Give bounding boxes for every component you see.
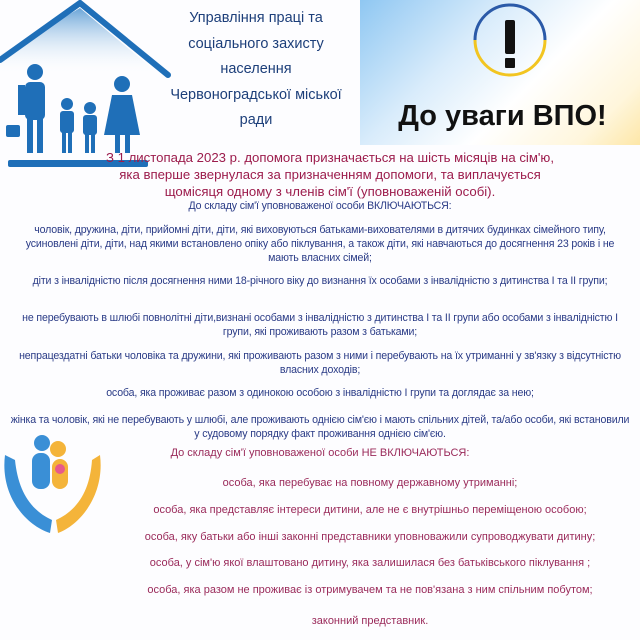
hands-family-icon	[0, 425, 110, 545]
page-title: До уваги ВПО!	[398, 100, 607, 132]
excluded-item: особа, яка перебуває на повному державному утриманні;	[222, 477, 518, 489]
alert-icon	[472, 0, 548, 82]
included-item: непрацездатні батьки чоловіка та дружини, які проживають разом з ними і перебувають на їх утриманні у зв'язку з відсутністю власних доходів;	[19, 350, 621, 376]
included-item: особа, яка проживає разом з одинокою особою з інвалідністю I групи та доглядає за нею;	[106, 387, 534, 399]
excluded-heading: До складу сім'ї уповноваженої особи НЕ ВКЛЮЧАЮТЬСЯ:	[170, 447, 470, 459]
included-item: чоловік, дружина, діти, прийомні діти, діти, які виховуються батьками-вихователями в дитячих будинках сімейного типу, усиновлені діти, діти, над якими встановлено опіку або піклування, а також діти, які навчаються до досягнення 23 років і не мають власних сімей;	[25, 224, 615, 264]
included-item: жінка та чоловік, які не перебувають у шлюбі, але проживають однією сім'єю і мають спільних дітей, та/або особи, які встановили у судовому порядку факт проживання однією сім'єю.	[10, 414, 630, 440]
excluded-item: законний представник.	[311, 615, 429, 627]
organization-name	[170, 6, 342, 134]
org-line: Червоноградської міської	[170, 86, 342, 103]
headline: З 1 листопада 2023 р. допомога призначається на шість місяців на сім'ю, яка вперше звернулася за призначенням допомоги, та виплачується щомісяця одному з членів сім'ї (уповноваженій особі).	[105, 150, 554, 199]
included-heading: До складу сім'ї уповноваженої особи ВКЛЮЧАЮТЬСЯ:	[188, 200, 452, 212]
excluded-item: особа, яку батьки або інші законні представники уповноважили супроводжувати дитину;	[144, 531, 596, 543]
included-item: діти з інвалідністю після досягнення ними 18-річного віку до визнання їх особами з інвалідністю з дитинства I та II групи;	[32, 275, 608, 287]
included-item: не перебувають в шлюбі повнолітні діти,визнані особами з інвалідністю з дитинства I та II групи або особами з інвалідністю I групи, які проживають разом з батьками;	[22, 312, 618, 338]
excluded-item: особа, яка представляє інтереси дитини, але не є внутрішньо переміщеною особою;	[153, 504, 587, 516]
org-line: ради	[239, 112, 273, 128]
org-line: соціального захисту	[188, 35, 324, 52]
excluded-item: особа, у сім'ю якої влаштовано дитину, яка залишилася без батьківського піклування ;	[149, 557, 591, 569]
excluded-item: особа, яка разом не проживає із отримувачем та не пов'язана з ним спільним побутом;	[147, 584, 593, 596]
org-line: населення	[220, 61, 292, 77]
org-line: Управління праці та	[189, 10, 323, 26]
